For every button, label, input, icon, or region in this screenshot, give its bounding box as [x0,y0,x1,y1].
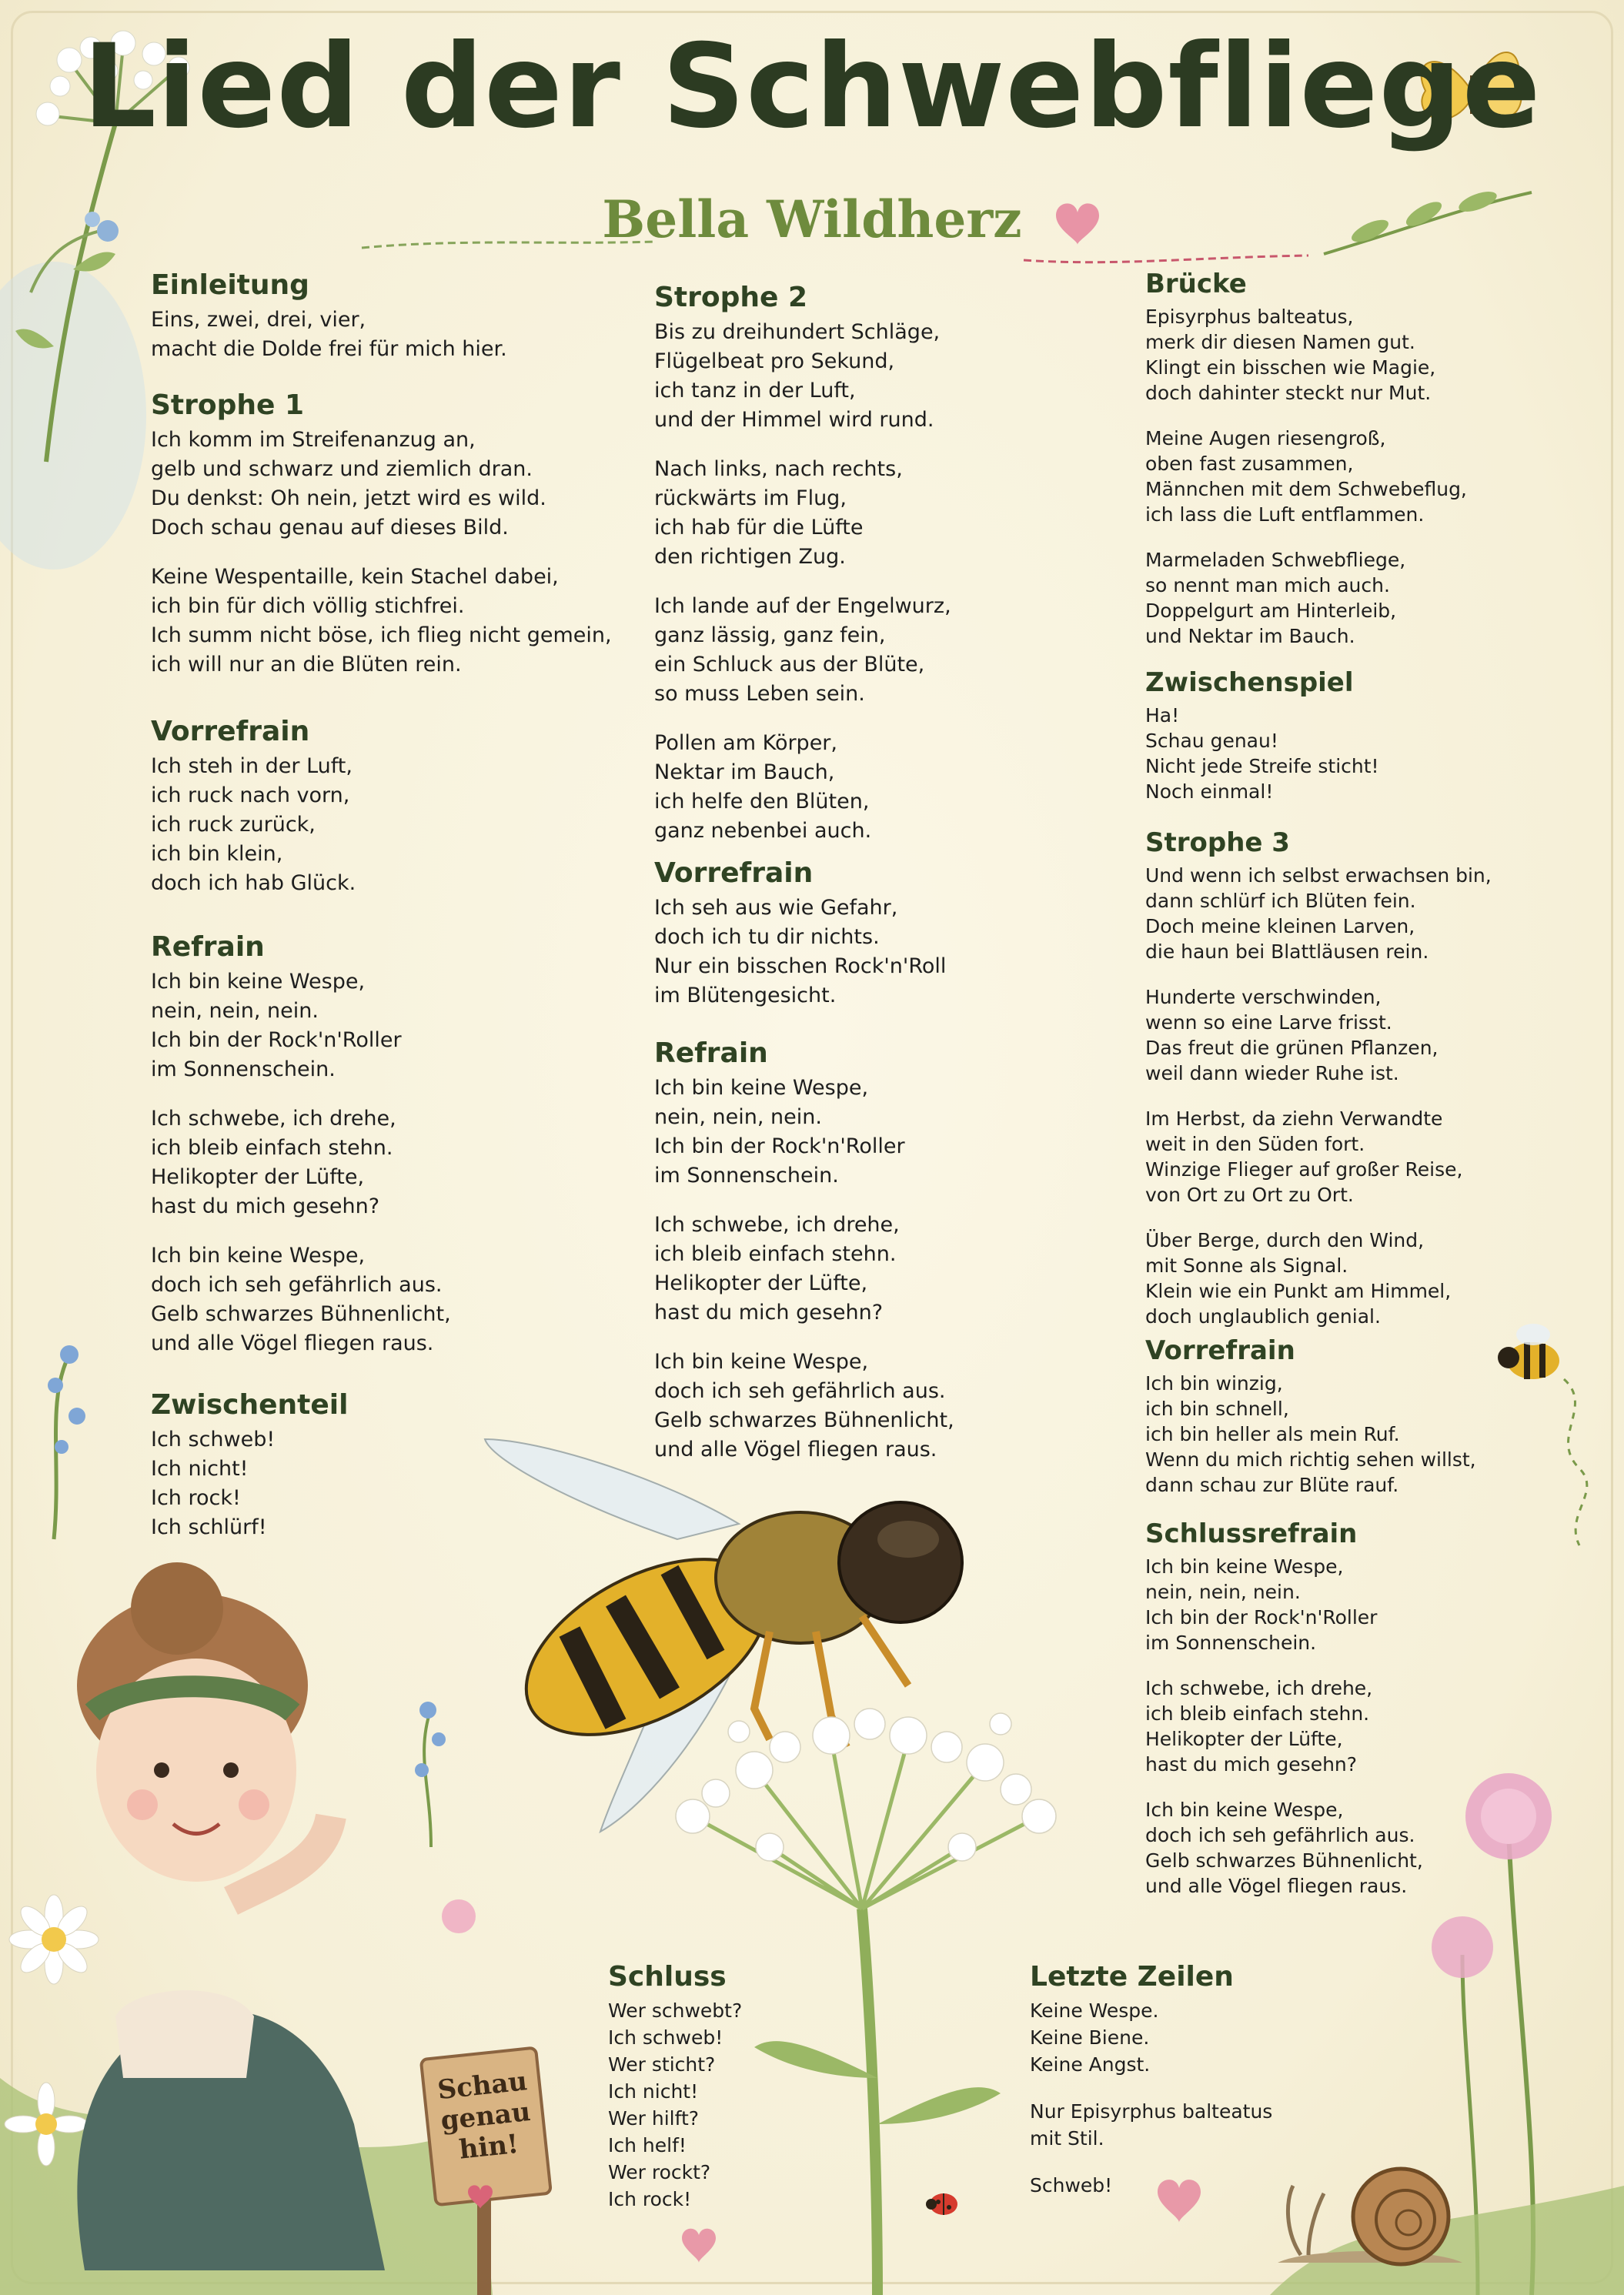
lyric-line: von Ort zu Ort zu Ort. [1145,1184,1354,1207]
lyric-line: Im Herbst, da ziehn Verwandte [1145,1107,1443,1131]
section-heading: Strophe 2 [654,282,808,313]
stanza [151,306,507,364]
lyric-line: doch ich seh gefährlich aus. [1145,1824,1415,1847]
lyric-line: Ich bin keine Wespe, [654,1350,869,1375]
section-heading: Strophe 1 [151,389,305,421]
lyric-line: macht die Dolde frei für mich hier. [151,337,507,362]
lyric-line: Episyrphus balteatus, [1145,306,1354,329]
lyric-line: Über Berge, durch den Wind, [1145,1229,1425,1252]
lyric-line: Ich lande auf der Engelwurz, [654,594,951,619]
lyric-line: Schau genau! [1145,730,1278,753]
lyric-line: Ich bin keine Wespe, [654,1076,869,1101]
lyric-line: Ich rock! [608,2188,692,2211]
section-heading: Vorrefrain [654,857,814,889]
lyric-line: Ha! [1145,704,1180,727]
lyric-line: Ich nicht! [608,2080,699,2103]
lyric-line: so nennt man mich auch. [1145,574,1390,597]
stanza [151,426,612,543]
stanza [654,318,951,435]
lyric-line: gelb und schwarz und ziemlich dran. [151,457,533,482]
lyric-line: Ich bin winzig, [1145,1372,1283,1395]
lyric-line: Keine Angst. [1030,2053,1151,2076]
lyric-line: Männchen mit dem Schwebeflug, [1145,478,1467,501]
heart-icon [682,2229,716,2263]
lyric-line: wenn so eine Larve frisst. [1145,1011,1392,1034]
section-heading: Strophe 3 [1145,827,1290,858]
stanza [654,1074,954,1191]
lyric-line: Schweb! [1030,2174,1113,2197]
lyric-line: mit Stil. [1030,2127,1104,2150]
stanza [1145,863,1492,964]
section-heading: Zwischenteil [151,1389,349,1421]
lyric-line: und alle Vögel fliegen raus. [654,1438,937,1462]
lyric-line: Ich schwebe, ich drehe, [654,1213,900,1238]
lyric-line: den richtigen Zug. [654,545,846,570]
lyric-line: ich ruck nach vorn, [151,783,350,808]
stanza [1145,984,1492,1086]
stanza [1030,2098,1272,2152]
stanza [1145,547,1467,649]
lyric-line: ich bleib einfach stehn. [1145,1702,1370,1725]
bee-icon [1498,1324,1587,1545]
lyric-line: Eins, zwei, drei, vier, [151,308,366,332]
lyric-line: Marmeladen Schwebfliege, [1145,549,1406,572]
lyric-line: ich bin klein, [151,842,283,867]
lyric-line: ich helfe den Blüten, [654,790,870,814]
lyric-line: oben fast zusammen, [1145,453,1354,476]
lyric-section [151,716,356,918]
stanza [1145,1675,1423,1777]
lyric-line: Winzige Flieger auf großer Reise, [1145,1158,1463,1181]
lyric-line: dann schau zur Blüte rauf. [1145,1474,1399,1497]
lyric-line: doch dahinter steckt nur Mut. [1145,382,1432,405]
lyric-line: ganz lässig, ganz fein, [654,623,886,648]
lyric-line: Ich helf! [608,2134,687,2157]
girl-illustration [77,1562,385,2270]
lyric-section [1145,828,1492,1349]
section-heading: Refrain [151,931,265,963]
lyric-line: ein Schluck aus der Blüte, [654,653,925,677]
section-heading: Einleitung [151,269,309,301]
stanza [151,752,356,898]
lyric-section [608,1961,742,2233]
lyric-line: Ich bin keine Wespe, [1145,1555,1344,1578]
lyric-line: Ich bin keine Wespe, [151,1244,366,1268]
section-heading: Vorrefrain [1145,1335,1295,1366]
lyric-section [654,857,946,1031]
lyric-line: Keine Biene. [1030,2026,1150,2049]
stanza [151,1241,451,1358]
lyric-line: Ich schweb! [608,2026,723,2049]
lyric-line: Wer hilft? [608,2107,700,2130]
lyric-line: Helikopter der Lüfte, [151,1165,365,1190]
stanza [151,563,612,680]
lyric-line: Nicht jede Streife sticht! [1145,755,1379,778]
stanza [654,894,946,1011]
lyric-line: doch ich seh gefährlich aus. [151,1273,443,1298]
stanza [1030,2172,1272,2199]
stanza [608,1997,742,2213]
lyric-line: im Sonnenschein. [151,1057,336,1082]
page-title: Lied der Schwebfliege [82,20,1542,154]
snail-icon [1278,2169,1462,2264]
lyric-section [1145,1519,1423,1919]
lyric-line: Wer rockt? [608,2161,711,2184]
stanza [1145,1371,1476,1498]
lyric-line: Ich schwebe, ich drehe, [151,1107,396,1131]
lyric-section [1030,1961,1272,2219]
lyric-line: Ich seh aus wie Gefahr, [654,896,898,920]
stanza [654,1348,954,1465]
lyric-line: Ich rock! [151,1486,241,1511]
lyric-section [151,931,451,1378]
section-heading: Refrain [654,1037,768,1069]
lyric-line: hast du mich gesehn? [151,1194,380,1219]
lyric-line: nein, nein, nein. [654,1105,822,1130]
stanza [654,1211,954,1328]
lyric-line: mit Sonne als Signal. [1145,1254,1348,1278]
lyric-line: Ich bin keine Wespe, [151,970,366,994]
lyric-line: Gelb schwarzes Bühnenlicht, [1145,1849,1423,1872]
vine-divider-right [1024,256,1308,262]
lyric-line: und der Himmel wird rund. [654,408,934,433]
lyric-line: rückwärts im Flug, [654,486,847,511]
lyric-line: Wer sticht? [608,2053,716,2076]
lyric-line: doch unglaublich genial. [1145,1305,1381,1328]
lyric-line: Doch schau genau auf dieses Bild. [151,516,509,540]
lyric-line: hast du mich gesehn? [654,1301,884,1325]
stanza [654,592,951,709]
lyric-line: Nur ein bisschen Rock'n'Roll [654,954,947,979]
lyric-line: und alle Vögel fliegen raus. [1145,1875,1408,1898]
lyric-line: ich bin schnell, [1145,1398,1289,1421]
stanza [151,1104,451,1221]
lyric-line: im Sonnenschein. [1145,1632,1317,1655]
lyric-line: Gelb schwarzes Bühnenlicht, [151,1302,451,1327]
lyric-line: doch ich seh gefährlich aus. [654,1379,946,1404]
sign-line: Schau [436,2066,529,2106]
lyric-line: ich ruck zurück, [151,813,316,837]
lyric-section [1145,269,1467,669]
lyric-line: Klingt ein bisschen wie Magie, [1145,356,1436,379]
stanza [151,967,451,1084]
lyric-section [654,1037,954,1485]
lyric-section [151,389,612,700]
section-heading: Schlussrefrain [1145,1518,1358,1549]
lyric-line: Ich komm im Streifenanzug an, [151,428,476,453]
lyric-line: so muss Leben sein. [654,682,865,707]
lyric-line: die haun bei Blattläusen rein. [1145,940,1429,964]
lyric-line: ich bin für dich völlig stichfrei. [151,594,465,619]
lyric-line: ich lass die Luft entflammen. [1145,503,1425,526]
lyric-line: doch ich hab Glück. [151,871,356,896]
stanza [1145,1797,1423,1899]
section-heading: Vorrefrain [151,716,310,747]
lyric-section [1145,668,1379,824]
lyric-line: Das freut die grünen Pflanzen, [1145,1037,1439,1060]
stanza [1145,1228,1492,1329]
lyric-line: Doch meine kleinen Larven, [1145,915,1415,938]
lyric-line: im Sonnenschein. [654,1164,839,1188]
lyric-line: weil dann wieder Ruhe ist. [1145,1062,1399,1085]
lyric-line: weit in den Süden fort. [1145,1133,1365,1156]
lyric-line: ich bleib einfach stehn. [151,1136,393,1161]
ladybug-icon [926,2193,957,2215]
lyric-line: Nach links, nach rechts, [654,457,903,482]
lyric-line: Meine Augen riesengroß, [1145,427,1386,450]
lyric-line: Nur Episyrphus balteatus [1030,2100,1273,2123]
lyric-line: hast du mich gesehn? [1145,1753,1358,1776]
lyric-line: doch ich tu dir nichts. [654,925,880,950]
stanza [1145,426,1467,527]
lyric-line: Ich bin der Rock'n'Roller [654,1134,905,1159]
lyric-line: ganz nebenbei auch. [654,819,872,844]
lyric-line: und alle Vögel fliegen raus. [151,1331,434,1356]
lyric-section [151,1389,348,1562]
lyric-line: ich tanz in der Luft, [654,379,856,403]
lyric-line: Du denkst: Oh nein, jetzt wird es wild. [151,486,546,511]
lyric-line: Wer schwebt? [608,1999,743,2023]
lyric-line: Ich nicht! [151,1457,249,1482]
lyric-line: Nektar im Bauch, [654,760,835,785]
stanza [654,729,951,846]
lyric-line: Keine Wespentaille, kein Stachel dabei, [151,565,559,590]
lyric-line: Ich schlürf! [151,1515,267,1540]
section-heading: Letzte Zeilen [1030,1961,1234,1993]
stanza [1030,1997,1272,2078]
lyric-line: ich hab für die Lüfte [654,516,864,540]
stanza [1145,1554,1423,1655]
lyric-line: Ich bin der Rock'n'Roller [1145,1606,1378,1629]
lyric-line: ich bleib einfach stehn. [654,1242,897,1267]
sign-line: hin! [457,2128,520,2166]
lyric-line: dann schlürf ich Blüten fein. [1145,890,1416,913]
section-heading: Schluss [608,1961,727,1993]
stanza [151,1425,348,1542]
lyric-line: Ich bin keine Wespe, [1145,1799,1344,1822]
lyric-line: Ich schweb! [151,1428,276,1452]
sign-text [431,2066,540,2168]
stanza [654,455,951,572]
lyric-line: Wenn du mich richtig sehen willst, [1145,1448,1476,1472]
hoverfly-illustration [485,1439,962,1832]
lyric-section [151,269,507,384]
lyric-line: nein, nein, nein. [151,999,319,1024]
lyric-line: Doppelgurt am Hinterleib, [1145,600,1397,623]
lyric-line: Helikopter der Lüfte, [654,1271,868,1296]
lyric-line: merk dir diesen Namen gut. [1145,331,1415,354]
section-heading: Brücke [1145,269,1247,299]
lyric-line: Hunderte verschwinden, [1145,986,1382,1009]
lyric-line: und Nektar im Bauch. [1145,625,1355,648]
lyric-line: Bis zu dreihundert Schläge, [654,320,941,345]
stanza [1145,304,1467,406]
lyric-section [654,282,951,866]
lyric-line: Keine Wespe. [1030,1999,1159,2023]
author-name: Bella Wildherz [602,189,1022,249]
lyric-line: nein, nein, nein. [1145,1581,1301,1604]
lyric-line: Flügelbeat pro Sekund, [654,349,895,374]
stanza [1145,703,1379,804]
lyric-line: Noch einmal! [1145,780,1274,803]
sign-line: genau [439,2096,533,2136]
lyric-line: Ich steh in der Luft, [151,754,353,779]
lyric-line: ich will nur an die Blüten rein. [151,653,462,677]
lyric-line: Ich bin der Rock'n'Roller [151,1028,402,1053]
lyric-line: Helikopter der Lüfte, [1145,1728,1343,1751]
section-heading: Zwischenspiel [1145,667,1354,698]
lyric-line: Ich summ nicht böse, ich flieg nicht gemein, [151,623,612,648]
lyric-section [1145,1336,1476,1518]
lyric-line: Pollen am Körper, [654,731,837,756]
lyric-line: Gelb schwarzes Bühnenlicht, [654,1408,954,1433]
lyric-line: Ich schwebe, ich drehe, [1145,1677,1373,1700]
stanza [1145,1106,1492,1208]
lyric-line: Klein wie ein Punkt am Himmel, [1145,1280,1452,1303]
lyric-line: ich bin heller als mein Ruf. [1145,1423,1400,1446]
lyric-line: Und wenn ich selbst erwachsen bin, [1145,864,1492,887]
lyric-line: im Blütengesicht. [654,984,837,1008]
